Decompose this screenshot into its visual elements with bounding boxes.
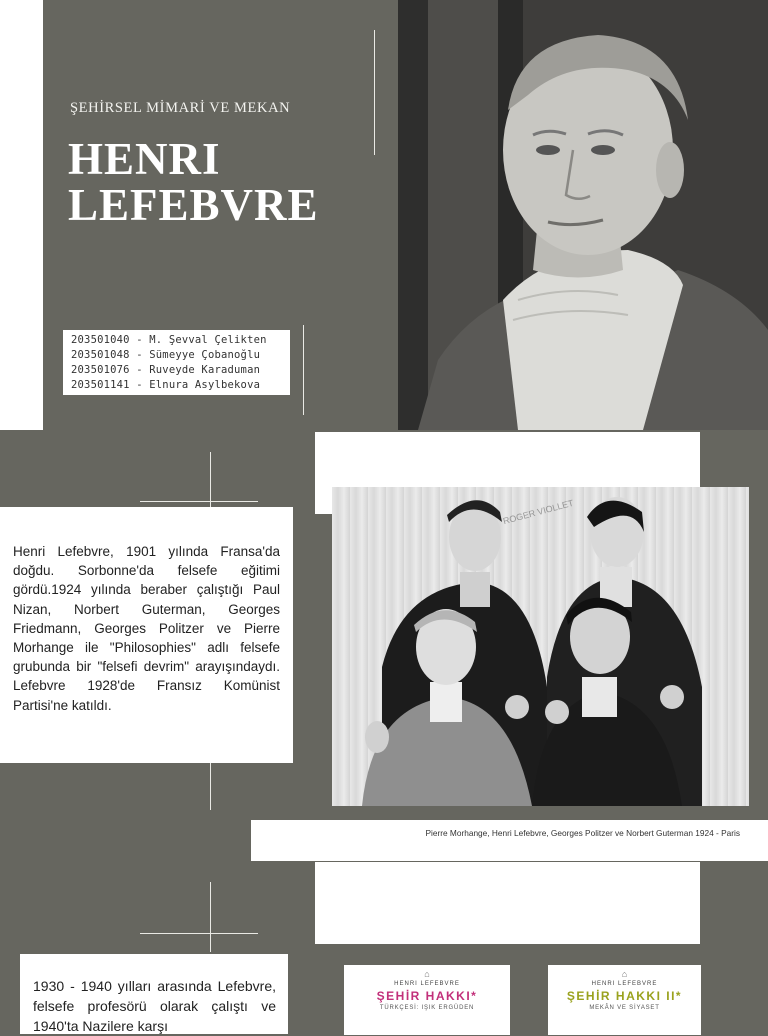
left-white-strip: [0, 0, 43, 430]
book-logo-icon: ⌂: [621, 969, 628, 979]
book-title: ŞEHİR HAKKI II*: [566, 989, 683, 1003]
student-item: 203501076 - Ruveyde Karaduman: [71, 364, 261, 376]
student-item: 203501141 - Elnura Asylbekova: [71, 379, 261, 391]
divider-line: [374, 30, 375, 155]
book-cover: [344, 965, 510, 1035]
cross-line-vertical: [210, 760, 211, 810]
book-cover: [548, 965, 701, 1035]
photo-caption: Pierre Morhange, Henri Lefebvre, Georges Politzer ve Norbert Guterman 1924 - Paris: [425, 828, 740, 838]
photo-watermark: ROGER VIOLLET: [501, 497, 575, 527]
biography-paragraph-2: 1930 - 1940 yılları arasında Lefebvre, felsefe profesörü olarak çalıştı ve 1940'ta Nazilere karşı: [33, 978, 276, 1034]
book-author: HENRI LEFEBVRE: [394, 981, 460, 987]
book-subtitle: TÜRKÇESİ: IŞIK ERGÜDEN: [379, 1005, 475, 1011]
book-title: ŞEHİR HAKKI*: [376, 989, 478, 1003]
background-panel: [315, 862, 700, 944]
title-line-2: LEFEBVRE: [68, 180, 319, 230]
book-logo-icon: ⌂: [424, 969, 430, 979]
student-list: [63, 330, 290, 395]
biography-paragraph: Henri Lefebvre, 1901 yılında Fransa'da doğdu. Sorbonne'da felsefe eğitimi gördü.1924 yılında beraber çalıştığı Paul Nizan, Norbert Guterman, Georges Friedmann, Georges Politzer ve Pierre Morhange ile "Philosophies" adlı felsefe grubunda bir "felsefi devrim" arayışındaydı. Lefebvre 1928'de Fransız Komünist Partisi'ne katıldı.: [13, 544, 280, 713]
cross-line-horizontal: [140, 501, 258, 502]
group-photo: [332, 487, 749, 806]
caption-panel: [251, 820, 768, 861]
student-item: 203501040 - M. Şevval Çelikten: [71, 334, 267, 346]
cross-line-vertical: [210, 452, 211, 512]
page-subtitle: ŞEHİRSEL MİMARİ VE MEKAN: [70, 100, 291, 116]
book-subtitle: MEKÂN VE SİYASET: [589, 1005, 660, 1011]
book-author: HENRI LEFEBVRE: [591, 981, 658, 987]
portrait-photo: [398, 0, 768, 430]
divider-line: [303, 325, 304, 415]
cross-line-horizontal: [140, 933, 258, 934]
cross-line-vertical: [210, 882, 211, 952]
page-title: [68, 136, 319, 228]
title-line-1: HENRI: [68, 134, 221, 184]
student-item: 203501048 - Sümeyye Çobanoğlu: [71, 349, 261, 361]
